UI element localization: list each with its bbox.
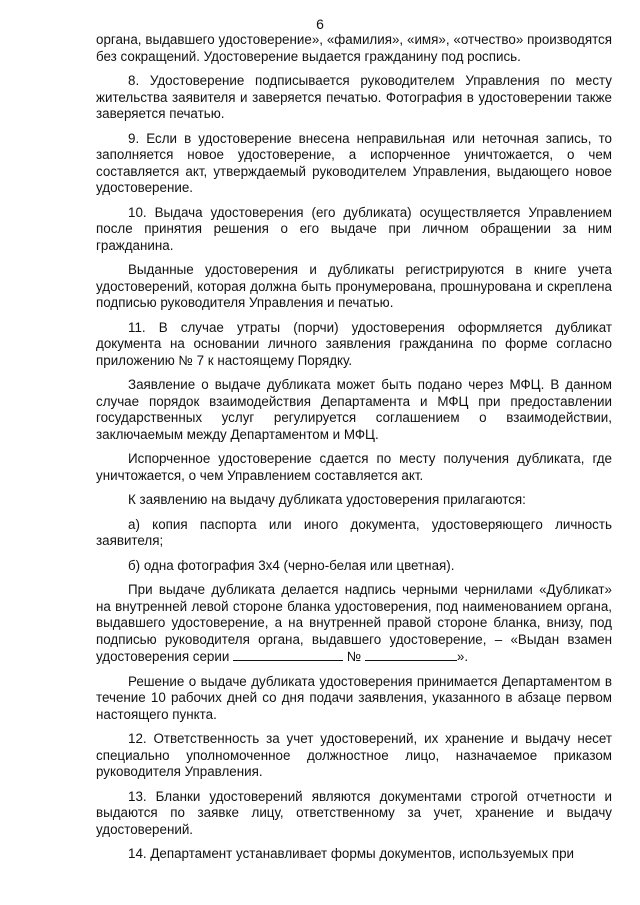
paragraph-decision: Решение о выдаче дубликата удостоверения принимается Департаментом в течение 10 рабочих дней со дня подачи заявления, указанного в абзаце первом настоящего пункта. (96, 673, 612, 722)
paragraph-item-12: 12. Ответственность за учет удостоверений, их хранение и выдачу несет специально уполномоченное должностное лицо, назначаемое приказом руководителя Управления. (96, 731, 612, 779)
paragraph-item-11: 11. В случае утраты (порчи) удостоверения оформляется дубликат документа на основании личного заявления гражданина по форме согласно приложению № 7 к настоящему Порядку. (96, 319, 612, 368)
paragraph-damaged: Испорченное удостоверение сдается по месту получения дубликата, где уничтожается, о чем Управлением составляется акт. (96, 451, 612, 483)
paragraph-duplicate-note (96, 582, 612, 666)
number-blank (365, 648, 457, 661)
document-body (96, 32, 612, 871)
series-blank (233, 648, 343, 661)
paragraph-item-10: 10. Выдача удостоверения (его дубликата) осуществляется Управлением после принятия решения о его выдаче при личном обращении за ним гражданина. (96, 204, 612, 253)
paragraph-mfc: Заявление о выдаче дубликата может быть подано через МФЦ. В данном случае порядок взаимодействия Департамента и МФЦ при предоставлении государственных услуг регулируется соглашением о взаимодействии, заключаемым между Департаментом и МФЦ. (96, 377, 612, 442)
duplicate-note-closing: ». (456, 649, 469, 664)
paragraph-continuation: органа, выдавшего удостоверение», «фамилия», «имя», «отчество» производятся без сокращений. Удостоверение выдается гражданину под роспись. (96, 32, 612, 64)
paragraph-registration: Выданные удостоверения и дубликаты регистрируются в книге учета удостоверений, которая должна быть пронумерована, прошнурована и скреплена подписью руководителя Управления и печатью. (96, 262, 612, 310)
paragraph-attachments-intro: К заявлению на выдачу дубликата удостоверения прилагаются: (128, 492, 526, 507)
paragraph-attachment-b: б) одна фотография 3х4 (черно-белая или цветная). (128, 557, 455, 573)
paragraph-attachment-a: а) копия паспорта или иного документа, удостоверяющего личность заявителя; (96, 516, 612, 548)
number-sign: № (346, 649, 362, 664)
duplicate-note-text: При выдаче дубликата делается надпись черными чернилами «Дубликат» на внутренней левой стороне бланка удостоверения, под наименованием органа, выдавшего удостоверение, а на внутренней правой стороне бланка, внизу, под подписью руководителя органа, выдавшего удостоверение, – «Выдан взамен удостоверения серии (96, 582, 612, 664)
paragraph-item-8: 8. Удостоверение подписывается руководителем Управления по месту жительства заявителя и заверяется печатью. Фотография в удостоверении также заверяется печатью. (96, 73, 612, 121)
page-number: 6 (316, 16, 324, 32)
paragraph-item-9: 9. Если в удостоверение внесена неправильная или неточная запись, то заполняется новое удостоверение, а испорченное уничтожается, о чем составляется акт, утверждаемый руководителем Управления, выдающего новое удостоверение. (96, 130, 612, 195)
paragraph-item-13: 13. Бланки удостоверений являются документами строгой отчетности и выдаются по заявке лицу, ответственному за учет, хранение и выдачу удостоверений. (96, 788, 612, 837)
paragraph-item-14: 14. Департамент устанавливает формы документов, используемых при (128, 846, 574, 861)
